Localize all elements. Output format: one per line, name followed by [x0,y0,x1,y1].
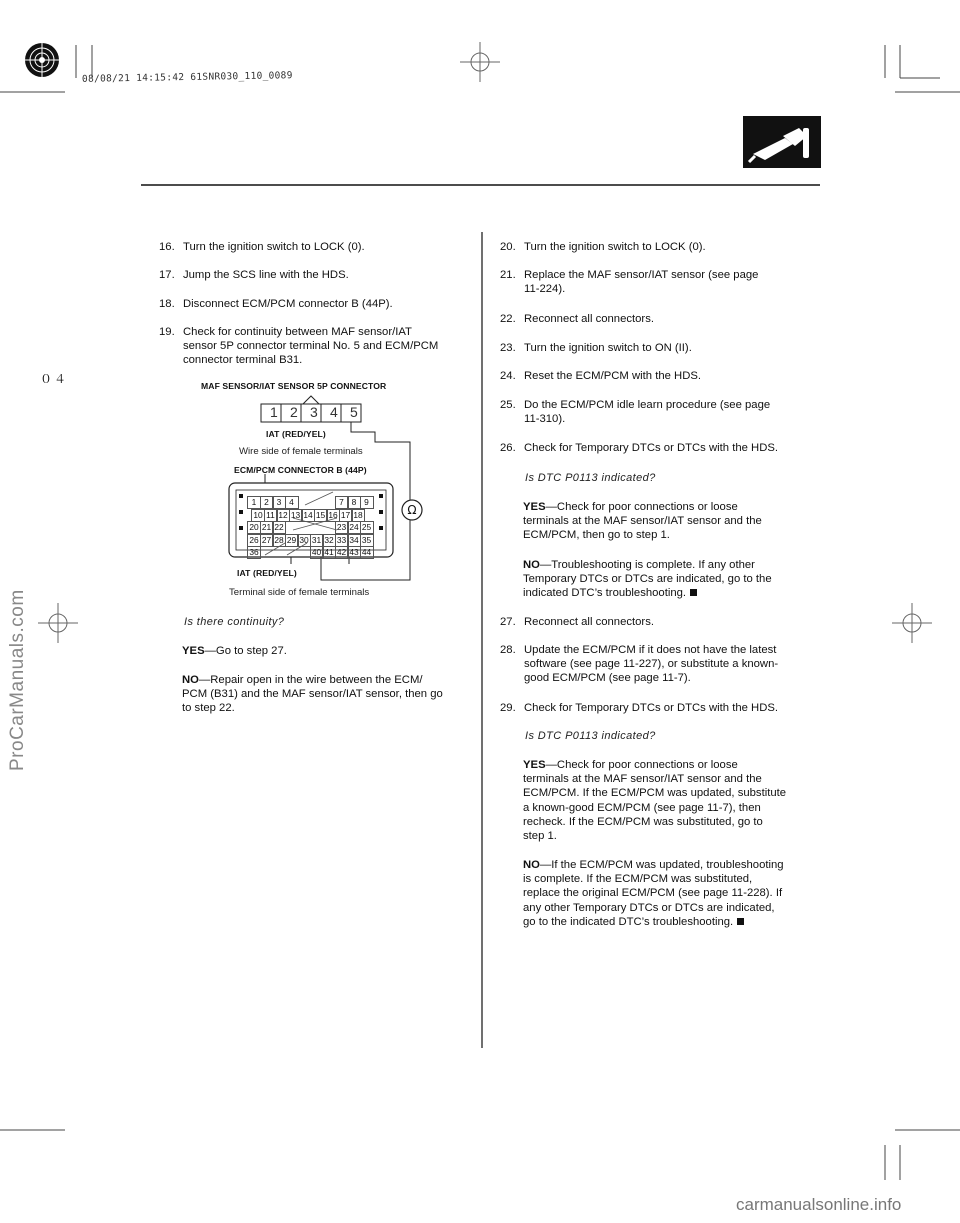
dash: — [198,674,211,686]
ecm-pin-number: 4 [285,496,299,509]
ecm-pin-number: 23 [335,521,349,534]
yes-text-line: Check for poor connections or loose [556,759,738,771]
crosshair-left-icon [38,603,78,643]
step-number: 21. [500,269,516,281]
no-text-line: replace the original ECM/PCM (see page 11-228). If [523,887,783,900]
ecm-pin-number: 27 [260,534,274,547]
step-text-line: sensor 5P connector terminal No. 5 and ECM/PCM [183,340,439,353]
ecm-pin-number: 7 [335,496,349,509]
ecm-pin-number: 25 [360,521,374,534]
dash: — [539,559,552,571]
step-text-line: 11-310). [524,413,566,426]
step-item [159,268,459,282]
step-text-line: Do the ECM/PCM idle learn procedure (see page [524,399,771,411]
question-dtc-1: Is DTC P0113 indicated? [525,472,656,484]
ecm-pin-number: 12 [276,509,290,522]
step-item [500,441,800,455]
step-text-line: connector terminal B31. [183,354,303,367]
terminal-side-caption: Terminal side of female terminals [229,587,370,598]
ecm-pin-number: 18 [351,509,365,522]
ecm-pin-number: 14 [301,509,315,522]
svg-text:Ω: Ω [407,503,417,517]
yes-text-line: recheck. If the ECM/PCM was substituted, go to [523,815,763,828]
ecm-pin-number: 17 [339,509,353,522]
step-item [500,268,800,296]
ecm-pin-number: 9 [360,496,374,509]
yes-text-line: a known-good ECM/PCM (see page 11-7), then [523,801,761,814]
step-item [159,240,459,254]
step-text-line: software (see page 11-227), or substitute a known- [524,658,779,671]
step-text-line: Turn the ignition switch to ON (II). [524,342,692,354]
ecm-pin-number: 8 [347,496,361,509]
ecm-pin-number: 16 [326,509,340,522]
step-text-line: Turn the ignition switch to LOCK (0). [183,241,365,253]
ecm-pin-number: 40 [310,546,324,559]
answer-no-dtc-2 [523,858,823,929]
ecm-pin-number: 41 [322,546,336,559]
step-item [500,341,800,355]
step-text-line: Check for Temporary DTCs or DTCs with the HDS. [524,702,779,714]
wire-side-caption: Wire side of female terminals [239,446,363,457]
ecm-pin-number: 33 [335,534,349,547]
dash: — [545,759,557,771]
yes-text-line: Check for poor connections or loose [556,501,738,513]
no-text-line: to step 22. [182,702,235,715]
ecm-pin-number: 2 [260,496,274,509]
maf-pin-number: 1 [270,404,278,420]
dash: — [204,645,216,657]
step-item [500,240,800,254]
ecm-pin-number: 35 [360,534,374,547]
no-label: NO [523,859,540,871]
ecm-pin-number: 26 [247,534,261,547]
no-text-line: Repair open in the wire between the ECM/ [210,674,423,686]
step-text-line: 11-224). [524,283,566,296]
ecm-pin-number: 34 [347,534,361,547]
step-number: 23. [500,342,516,354]
step-text-line: good ECM/PCM (see page 11-7). [524,672,691,685]
yes-label: YES [182,645,205,657]
step-number: 26. [500,442,516,454]
step-item [500,312,800,326]
ecm-pin-number: 1 [247,496,261,509]
question-dtc-2: Is DTC P0113 indicated? [525,730,656,742]
dash: — [539,859,552,871]
step-number: 27. [500,616,516,628]
ecm-pin-number: 31 [310,534,324,547]
step-item [500,369,800,383]
iat-wire-label-top: IAT (RED/YEL) [266,429,326,439]
ecm-pin-number: 10 [251,509,265,522]
question-continuity: Is there continuity? [184,616,285,628]
no-text-line: PCM (B31) and the MAF sensor/IAT sensor, then go [182,688,443,701]
step-text-line: Check for Temporary DTCs or DTCs with the HDS. [524,442,779,454]
maf-pin-number: 4 [330,404,338,420]
end-mark-icon [690,589,697,596]
fuel-nozzle-icon [743,116,821,168]
step-item [159,297,459,311]
answer-no-dtc-1 [523,558,823,601]
step-number: 19. [159,326,175,338]
ecm-connector-title: ECM/PCM CONNECTOR B (44P) [234,465,367,475]
step-number: 22. [500,313,516,325]
bullseye-top-left-icon [25,43,59,77]
answer-no-continuity [182,673,482,716]
ecm-pin-number: 29 [285,534,299,547]
end-mark-icon [737,918,744,925]
maf-pin-number: 2 [290,404,298,420]
maf-pin-number: 5 [350,404,358,420]
answer-yes-dtc-1 [523,500,823,543]
step-number: 20. [500,241,516,253]
step-number: 18. [159,298,175,310]
step-number: 25. [500,399,516,411]
ecm-pin-number: 21 [260,521,274,534]
no-text-line: any other Temporary DTCs or DTCs are indicated, [523,901,775,914]
no-label: NO [182,674,199,686]
connector-diagram [225,392,415,592]
ecm-pin-number: 20 [247,521,261,534]
yes-text-line: terminals at the MAF sensor/IAT sensor and the [523,515,762,528]
step-number: 28. [500,644,516,656]
ecm-pin-number: 36 [247,546,261,559]
maf-pin-number: 3 [310,404,318,420]
no-text-line: Troubleshooting is complete. If any other [551,559,755,571]
ecm-pin-number: 30 [297,534,311,547]
yes-label: YES [523,501,546,513]
watermark-bottom: carmanualsonline.info [736,1195,902,1214]
iat-wire-label-bottom: IAT (RED/YEL) [237,568,297,578]
no-text-line: Temporary DTCs or DTCs are indicated, go to the [523,573,772,586]
step-text-line: Reconnect all connectors. [524,313,654,325]
no-text-line: is complete. If the ECM/PCM was substituted, [523,873,753,886]
yes-text-line: ECM/PCM. If the ECM/PCM was updated, substitute [523,787,787,800]
maf-connector-title: MAF SENSOR/IAT SENSOR 5P CONNECTOR [201,381,387,391]
ecm-pin-number: 28 [272,534,286,547]
step-text-line: Disconnect ECM/PCM connector B (44P). [183,298,393,310]
no-text-line: indicated DTC’s troubleshooting. [523,587,687,600]
step-text-line: Replace the MAF sensor/IAT sensor (see page [524,269,759,281]
dash: — [545,501,557,513]
ecm-pin-number: 44 [360,546,374,559]
ohm-meter-icon [400,498,424,522]
yes-label: YES [523,759,546,771]
crosshair-right-icon [892,603,932,643]
ecm-pin-number: 11 [264,509,278,522]
step-number: 29. [500,702,516,714]
ecm-pin-number: 24 [347,521,361,534]
ecm-pin-number: 3 [272,496,286,509]
ecm-pin-number: 22 [272,521,286,534]
side-page-code: ０４ [40,372,69,386]
ecm-pin-number: 42 [335,546,349,559]
step-text-line: Turn the ignition switch to LOCK (0). [524,241,706,253]
answer-yes-dtc-2 [523,758,823,843]
no-label: NO [523,559,540,571]
yes-text-line: step 1. [523,830,557,843]
no-text-line: If the ECM/PCM was updated, troubleshooting [551,859,784,871]
step-text-line: Update the ECM/PCM if it does not have the latest [524,644,777,656]
step-text-line: Reset the ECM/PCM with the HDS. [524,370,702,382]
step-number: 24. [500,370,516,382]
ecm-pin-number: 13 [289,509,303,522]
ecm-pin-number: 32 [322,534,336,547]
step-text-line: Jump the SCS line with the HDS. [183,269,349,281]
step-item [500,701,800,715]
ecm-pin-number: 43 [347,546,361,559]
step-item [159,325,459,368]
step-text-line: Reconnect all connectors. [524,616,654,628]
print-timestamp: 08/08/21 14:15:42 61SNR030_110_0089 [81,70,293,85]
step-item [500,615,800,629]
no-text-line: go to the indicated DTC’s troubleshooting. [523,915,734,928]
crosshair-top-icon [460,42,500,82]
answer-yes-continuity [182,644,472,658]
yes-text-line: ECM/PCM, then go to step 1. [523,529,670,542]
step-item [500,643,800,686]
ecm-pin-number: 15 [314,509,328,522]
step-number: 17. [159,269,175,281]
yes-text: Go to step 27. [215,645,287,657]
step-item [500,398,800,426]
step-number: 16. [159,241,175,253]
watermark-left: ProCarManuals.com [7,589,28,771]
yes-text-line: terminals at the MAF sensor/IAT sensor and the [523,773,762,786]
step-text-line: Check for continuity between MAF sensor/IAT [183,326,412,338]
